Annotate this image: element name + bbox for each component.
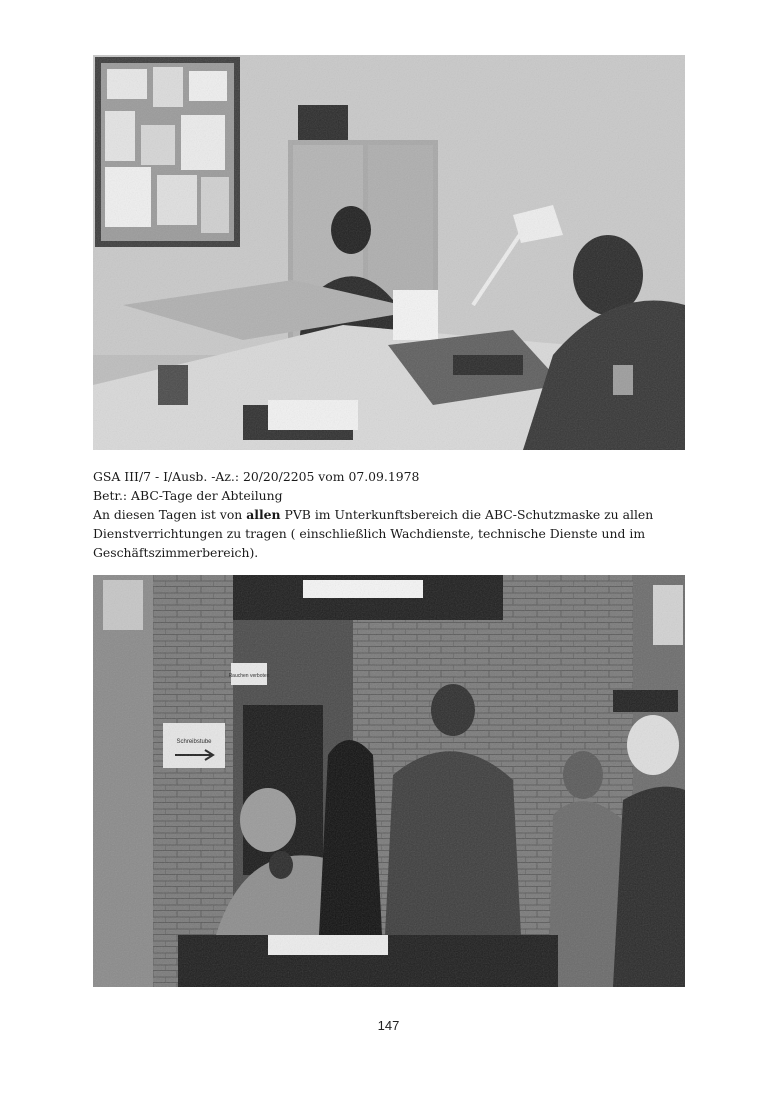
photo-caption <box>93 467 685 562</box>
caption-body-emphasis: allen <box>246 507 281 522</box>
caption-body-end: PVB im Unterkunftsbereich die ABC-Schutzmaske zu allen Dienstverrichtungen zu tragen ( einschließlich Wachdienste, technische Dienste und im Geschäftszimmerbereich). <box>93 507 654 560</box>
photo-office-gas-masks <box>93 55 685 450</box>
caption-body <box>93 505 685 562</box>
photo-corridor-gas-masks <box>93 575 685 987</box>
caption-subject-line: Betr.: ABC-Tage der Abteilung <box>93 488 283 503</box>
caption-body-start: An diesen Tagen ist von <box>93 507 247 522</box>
caption-reference-line: GSA III/7 - I/Ausb. -Az.: 20/20/2205 vom 07.09.1978 <box>93 469 420 484</box>
photo-corridor-graphic <box>93 575 685 987</box>
photo-office-graphic <box>93 55 685 450</box>
page-number: 147 <box>377 1018 400 1033</box>
